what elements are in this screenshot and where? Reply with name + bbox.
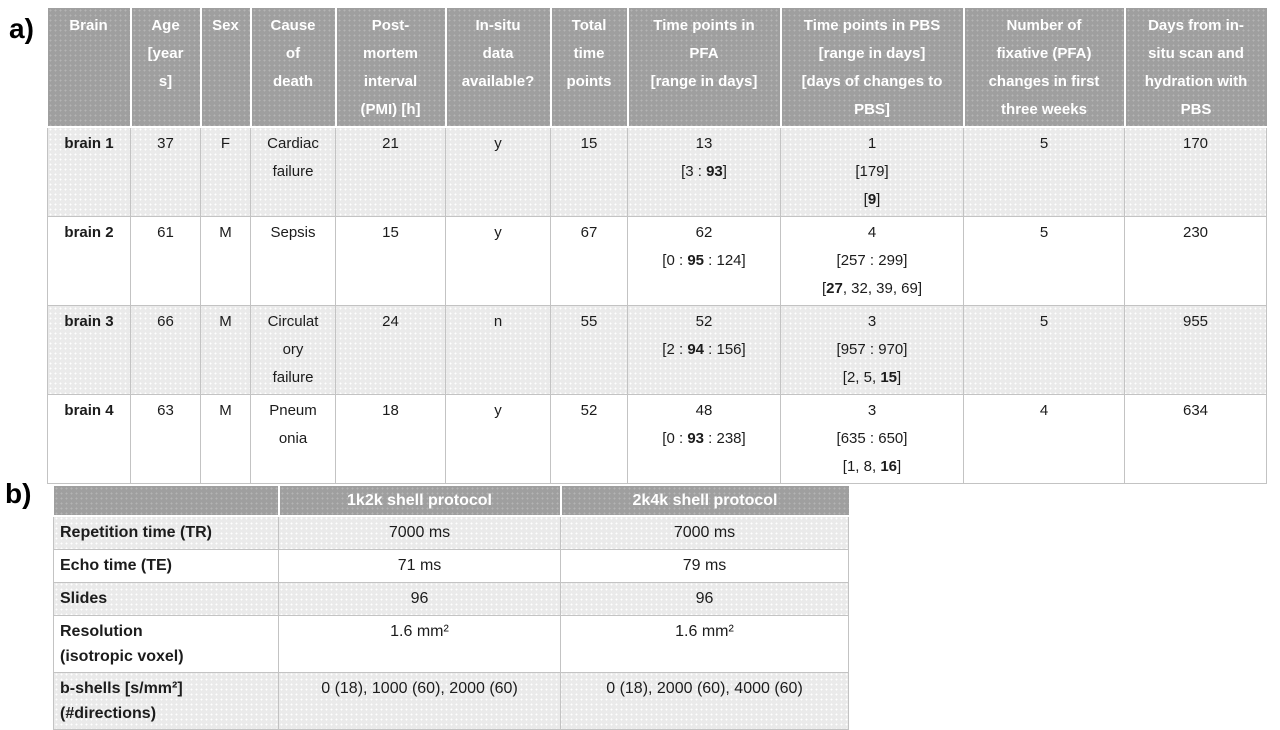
row-label: Echo time (TE) bbox=[54, 549, 279, 582]
specimen-details-table bbox=[47, 8, 1267, 484]
header-row bbox=[48, 8, 1267, 127]
table-row bbox=[48, 395, 1267, 484]
row-label: Slides bbox=[54, 582, 279, 615]
row-header-cell: brain 4 bbox=[48, 395, 131, 484]
column-header: Cause of death bbox=[251, 8, 336, 127]
cell: 7000 ms bbox=[561, 516, 849, 549]
cell: 13 [3 : 93] bbox=[628, 127, 781, 217]
cell: 52 [2 : 94 : 156] bbox=[628, 306, 781, 395]
cell: y bbox=[446, 127, 551, 217]
column-header: In-situ data available? bbox=[446, 8, 551, 127]
cell: 79 ms bbox=[561, 549, 849, 582]
row-header-cell: brain 1 bbox=[48, 127, 131, 217]
cell: 4 bbox=[964, 395, 1125, 484]
row-label: Repetition time (TR) bbox=[54, 516, 279, 549]
table-row bbox=[54, 516, 849, 549]
table-row bbox=[48, 127, 1267, 217]
table-row bbox=[48, 306, 1267, 395]
table-row bbox=[54, 615, 849, 672]
panel-label-a: a) bbox=[9, 13, 34, 44]
row-header-cell: brain 3 bbox=[48, 306, 131, 395]
cell: 0 (18), 2000 (60), 4000 (60) bbox=[561, 672, 849, 729]
cell: 3 [957 : 970] [2, 5, 15] bbox=[781, 306, 964, 395]
cell: 62 [0 : 95 : 124] bbox=[628, 217, 781, 306]
cell: M bbox=[201, 217, 251, 306]
cell: 7000 ms bbox=[279, 516, 561, 549]
column-header: 1k2k shell protocol bbox=[279, 486, 561, 516]
cell: 15 bbox=[336, 217, 446, 306]
cell: 230 bbox=[1125, 217, 1267, 306]
cell: 61 bbox=[131, 217, 201, 306]
row-header-cell: brain 2 bbox=[48, 217, 131, 306]
cell: 21 bbox=[336, 127, 446, 217]
table-row bbox=[54, 582, 849, 615]
cell: 24 bbox=[336, 306, 446, 395]
cell: y bbox=[446, 395, 551, 484]
corner-cell bbox=[54, 486, 279, 516]
row-label: Resolution (isotropic voxel) bbox=[54, 615, 279, 672]
cell: 4 [257 : 299] [27, 32, 39, 69] bbox=[781, 217, 964, 306]
column-header: Number of fixative (PFA) changes in first three weeks bbox=[964, 8, 1125, 127]
cell: F bbox=[201, 127, 251, 217]
column-header: Sex bbox=[201, 8, 251, 127]
cell: 63 bbox=[131, 395, 201, 484]
cell: Circulat ory failure bbox=[251, 306, 336, 395]
shell-protocol-table bbox=[53, 486, 849, 730]
column-header: 2k4k shell protocol bbox=[561, 486, 849, 516]
cell: 37 bbox=[131, 127, 201, 217]
cell: 170 bbox=[1125, 127, 1267, 217]
cell: 52 bbox=[551, 395, 628, 484]
cell: 15 bbox=[551, 127, 628, 217]
cell: 96 bbox=[279, 582, 561, 615]
cell: 55 bbox=[551, 306, 628, 395]
column-header: Post- mortem interval (PMI) [h] bbox=[336, 8, 446, 127]
cell: 18 bbox=[336, 395, 446, 484]
cell: M bbox=[201, 306, 251, 395]
cell: n bbox=[446, 306, 551, 395]
cell: 1.6 mm² bbox=[561, 615, 849, 672]
cell: Cardiac failure bbox=[251, 127, 336, 217]
cell: 48 [0 : 93 : 238] bbox=[628, 395, 781, 484]
cell: 71 ms bbox=[279, 549, 561, 582]
cell: 634 bbox=[1125, 395, 1267, 484]
table-row bbox=[48, 217, 1267, 306]
table-row bbox=[54, 672, 849, 729]
cell: 5 bbox=[964, 217, 1125, 306]
cell: y bbox=[446, 217, 551, 306]
cell: Sepsis bbox=[251, 217, 336, 306]
cell: 3 [635 : 650] [1, 8, 16] bbox=[781, 395, 964, 484]
cell: Pneum onia bbox=[251, 395, 336, 484]
cell: 0 (18), 1000 (60), 2000 (60) bbox=[279, 672, 561, 729]
cell: 67 bbox=[551, 217, 628, 306]
table-row bbox=[54, 549, 849, 582]
header-row bbox=[54, 486, 849, 516]
row-label: b-shells [s/mm²] (#directions) bbox=[54, 672, 279, 729]
cell: 1 [179] [9] bbox=[781, 127, 964, 217]
cell: 1.6 mm² bbox=[279, 615, 561, 672]
column-header: Time points in PBS [range in days] [days of changes to PBS] bbox=[781, 8, 964, 127]
cell: 955 bbox=[1125, 306, 1267, 395]
cell: 96 bbox=[561, 582, 849, 615]
cell: 66 bbox=[131, 306, 201, 395]
cell: M bbox=[201, 395, 251, 484]
column-header: Time points in PFA [range in days] bbox=[628, 8, 781, 127]
column-header: Days from in- situ scan and hydration with PBS bbox=[1125, 8, 1267, 127]
panel-label-b: b) bbox=[5, 478, 32, 509]
column-header: Total time points bbox=[551, 8, 628, 127]
cell: 5 bbox=[964, 127, 1125, 217]
column-header: Age [year s] bbox=[131, 8, 201, 127]
column-header: Brain bbox=[48, 8, 131, 127]
cell: 5 bbox=[964, 306, 1125, 395]
